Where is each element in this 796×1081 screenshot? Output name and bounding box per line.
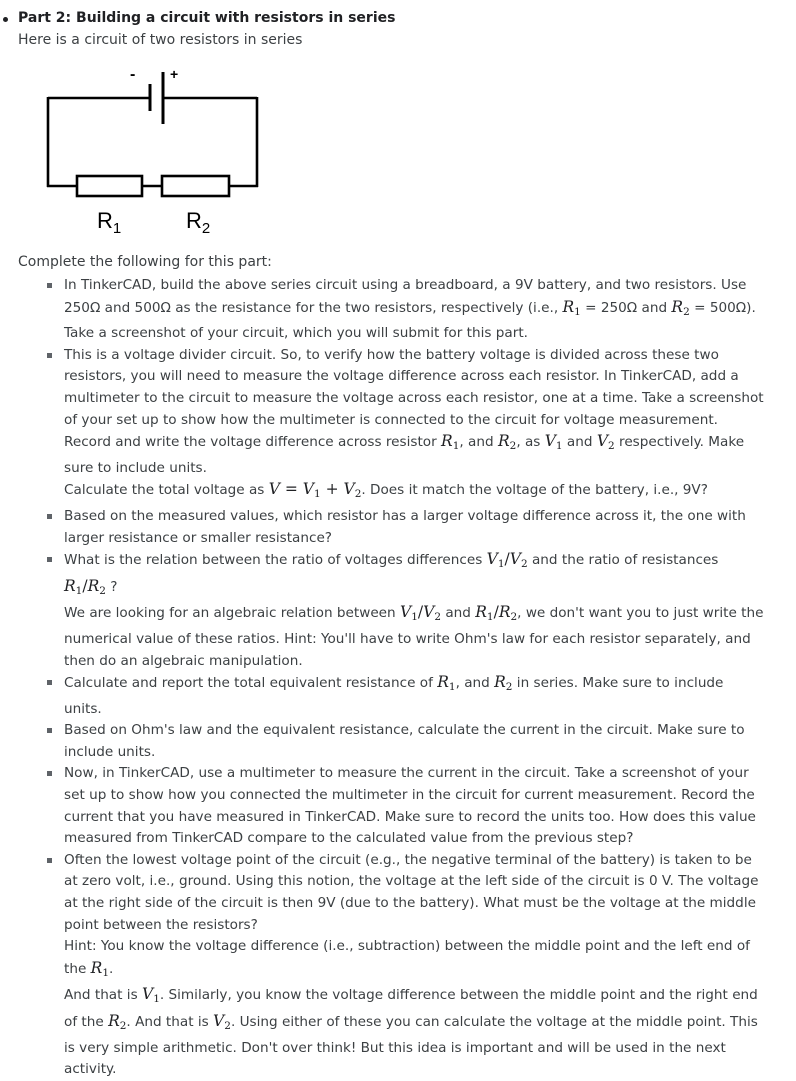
list-item: Often the lowest voltage point of the circuit (e.g., the negative terminal of the battery) is taken to be at zero volt, i.e., ground. Using this notion, the voltage at the left side of the circuit is 0 V. The voltage at the right side of the circuit is then 9V (due to the battery). What must be the voltage at the middle point between the resistors? Hint: You know the voltage difference (i.e., subtraction) between the middle point and the left end of the $R_1$. And that is $V_1$. Similarly, you know the voltage difference between the middle point and the right end of the $R_2$. And that is $V_2$. Using either of these you can calculate the voltage at the middle point. This is very simple arithmetic. Don't over think! But this idea is important and will be used in the next activity. bbox=[64, 850, 764, 1081]
math-voltage-ratio: $V_1/V_2$ bbox=[486, 550, 528, 571]
math-v2: $V_2$ bbox=[596, 432, 615, 453]
series-circuit-diagram bbox=[40, 60, 270, 200]
math-v1: $V_1$ bbox=[141, 985, 160, 1006]
task-list bbox=[64, 275, 764, 1081]
math-v2: $V_2$ bbox=[213, 1012, 231, 1032]
math-r2: $R_2$ bbox=[108, 1012, 127, 1032]
math-resistance-ratio: $R_1/R_2$ bbox=[475, 603, 518, 624]
list-item: In TinkerCAD, build the above series circuit using a breadboard, a 9V battery, and two resistors. Use 250Ω and 500Ω as the resistance for the two resistors, respectively (i.e., $R_1 = 250\Omega$ and $R_2 = 500\Omega$). Take a screenshot of your circuit, which you will submit for this part. bbox=[64, 275, 764, 345]
intro-text: Here is a circuit of two resistors in series bbox=[18, 32, 303, 48]
math-total-voltage: $V = V_1 + V_2$ bbox=[268, 480, 362, 501]
complete-label: Complete the following for this part: bbox=[18, 254, 272, 270]
part-heading: Part 2: Building a circuit with resistors in series bbox=[18, 10, 396, 26]
math-r2: $R_2$ bbox=[494, 673, 513, 694]
battery-minus-sign: - bbox=[130, 66, 136, 83]
r1-label: $R_1$ bbox=[97, 208, 122, 237]
math-v1: $V_1$ bbox=[544, 432, 563, 453]
resistor-r2 bbox=[162, 176, 229, 196]
math-r1: $R_1$ bbox=[562, 297, 581, 318]
list-item: Based on Ohm's law and the equivalent resistance, calculate the current in the circuit. Make sure to include units. bbox=[64, 720, 764, 763]
battery-plus-sign: + bbox=[170, 66, 179, 82]
math-r1: $R_1$ bbox=[90, 958, 109, 979]
list-item: Now, in TinkerCAD, use a multimeter to measure the current in the circuit. Take a screenshot of your set up to show how you connected the multimeter in the circuit for current measurement. Record the current that you have measured in TinkerCAD. Make sure to record the units too. How does this value measured from TinkerCAD compare to the calculated value from the previous step? bbox=[64, 763, 764, 849]
math-voltage-ratio: $V_1/V_2$ bbox=[399, 603, 441, 624]
part-bullet bbox=[3, 17, 8, 22]
r2-label: $R_2$ bbox=[186, 208, 211, 237]
math-r1: $R_1$ bbox=[437, 673, 456, 694]
list-item: Based on the measured values, which resistor has a larger voltage difference across it, the one with larger resistance or smaller resistance? bbox=[64, 506, 764, 549]
math-r2: $R_2$ bbox=[497, 432, 517, 453]
math-r1: $R_1$ bbox=[441, 432, 460, 453]
list-item: What is the relation between the ratio of voltages differences $V_1/V_2$ and the ratio of resistances $R_1/R_2$ ? We are looking for an algebraic relation between $V_1/V_2$ and $R_1/R_2$, we don't want you to just write the numerical value of these ratios. Hint: You'll have to write Ohm's law for each resistor separately, and then do an algebraic manipulation. bbox=[64, 549, 764, 672]
resistor-r1 bbox=[77, 176, 142, 196]
math-resistance-ratio: $R_1/R_2$ bbox=[64, 576, 106, 597]
math-r2: $R_2$ bbox=[671, 297, 690, 318]
list-item: Calculate and report the total equivalent resistance of $R_1$, and $R_2$ in series. Make sure to include units. bbox=[64, 672, 764, 720]
list-item: This is a voltage divider circuit. So, to verify how the battery voltage is divided across these two resistors, you will need to measure the voltage difference across each resistor. In TinkerCAD, add a multimeter to the circuit to measure the voltage across each resistor, one at a time. Take a screenshot of your set up to show how the multimeter is connected to the circuit for voltage measurement. Record and write the voltage difference across resistor $R_1$, and $R_2$, as $V_1$ and $V_2$ respectively. Make sure to include units. Calculate the total voltage as $V = V_1 + V_2$. Does it match the voltage of the battery, i.e., 9V? bbox=[64, 345, 764, 506]
